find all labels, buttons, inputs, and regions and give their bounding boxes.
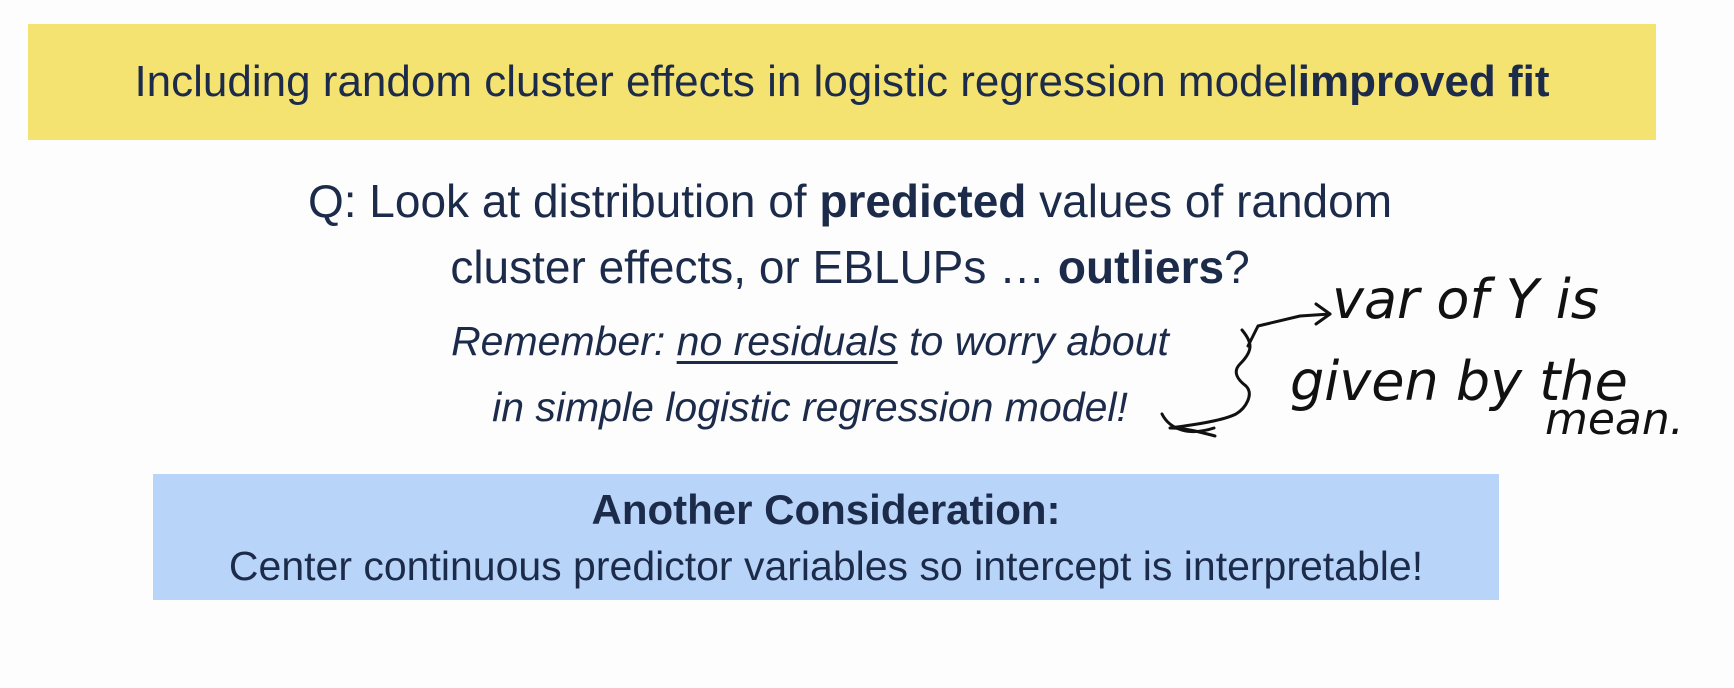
remember-prefix: Remember: [451, 318, 677, 364]
question-line-1 [150, 168, 1550, 234]
question-text [150, 168, 1550, 300]
remember-line-1 [360, 308, 1260, 374]
consideration-box [153, 474, 1499, 600]
title-banner [28, 24, 1656, 140]
question-line-1-a: Q: Look at distribution of [307, 175, 820, 227]
question-line-2-bold: outliers [1057, 241, 1225, 293]
consideration-heading: Another Consideration: [591, 486, 1061, 533]
question-line-1-b: values of random [1026, 175, 1393, 227]
consideration-body: Center continuous predictor variables so intercept is interpretable! [228, 543, 1424, 589]
question-line-2-a: cluster effects, or EBLUPs … [450, 241, 1058, 293]
remember-suffix: to worry about [897, 318, 1169, 364]
remember-line-2: in simple logistic regression model! [492, 384, 1128, 430]
annotation-line-3: mean. [1545, 394, 1684, 445]
arrow-head-stroke [1316, 304, 1330, 324]
banner-bold-text: improved fit [1297, 57, 1550, 106]
annotation-line-1: var of Y is [1332, 268, 1599, 331]
question-line-2 [150, 234, 1550, 300]
question-line-2-b: ? [1224, 241, 1250, 293]
remember-underlined: no residuals [676, 318, 898, 364]
annotation-line-2: given by the [1290, 350, 1628, 413]
question-line-1-bold: predicted [819, 175, 1027, 227]
bracket-arrow-stroke [1248, 314, 1330, 346]
banner-text: Including random cluster effects in logistic regression model [134, 57, 1298, 106]
remember-note [360, 308, 1260, 440]
